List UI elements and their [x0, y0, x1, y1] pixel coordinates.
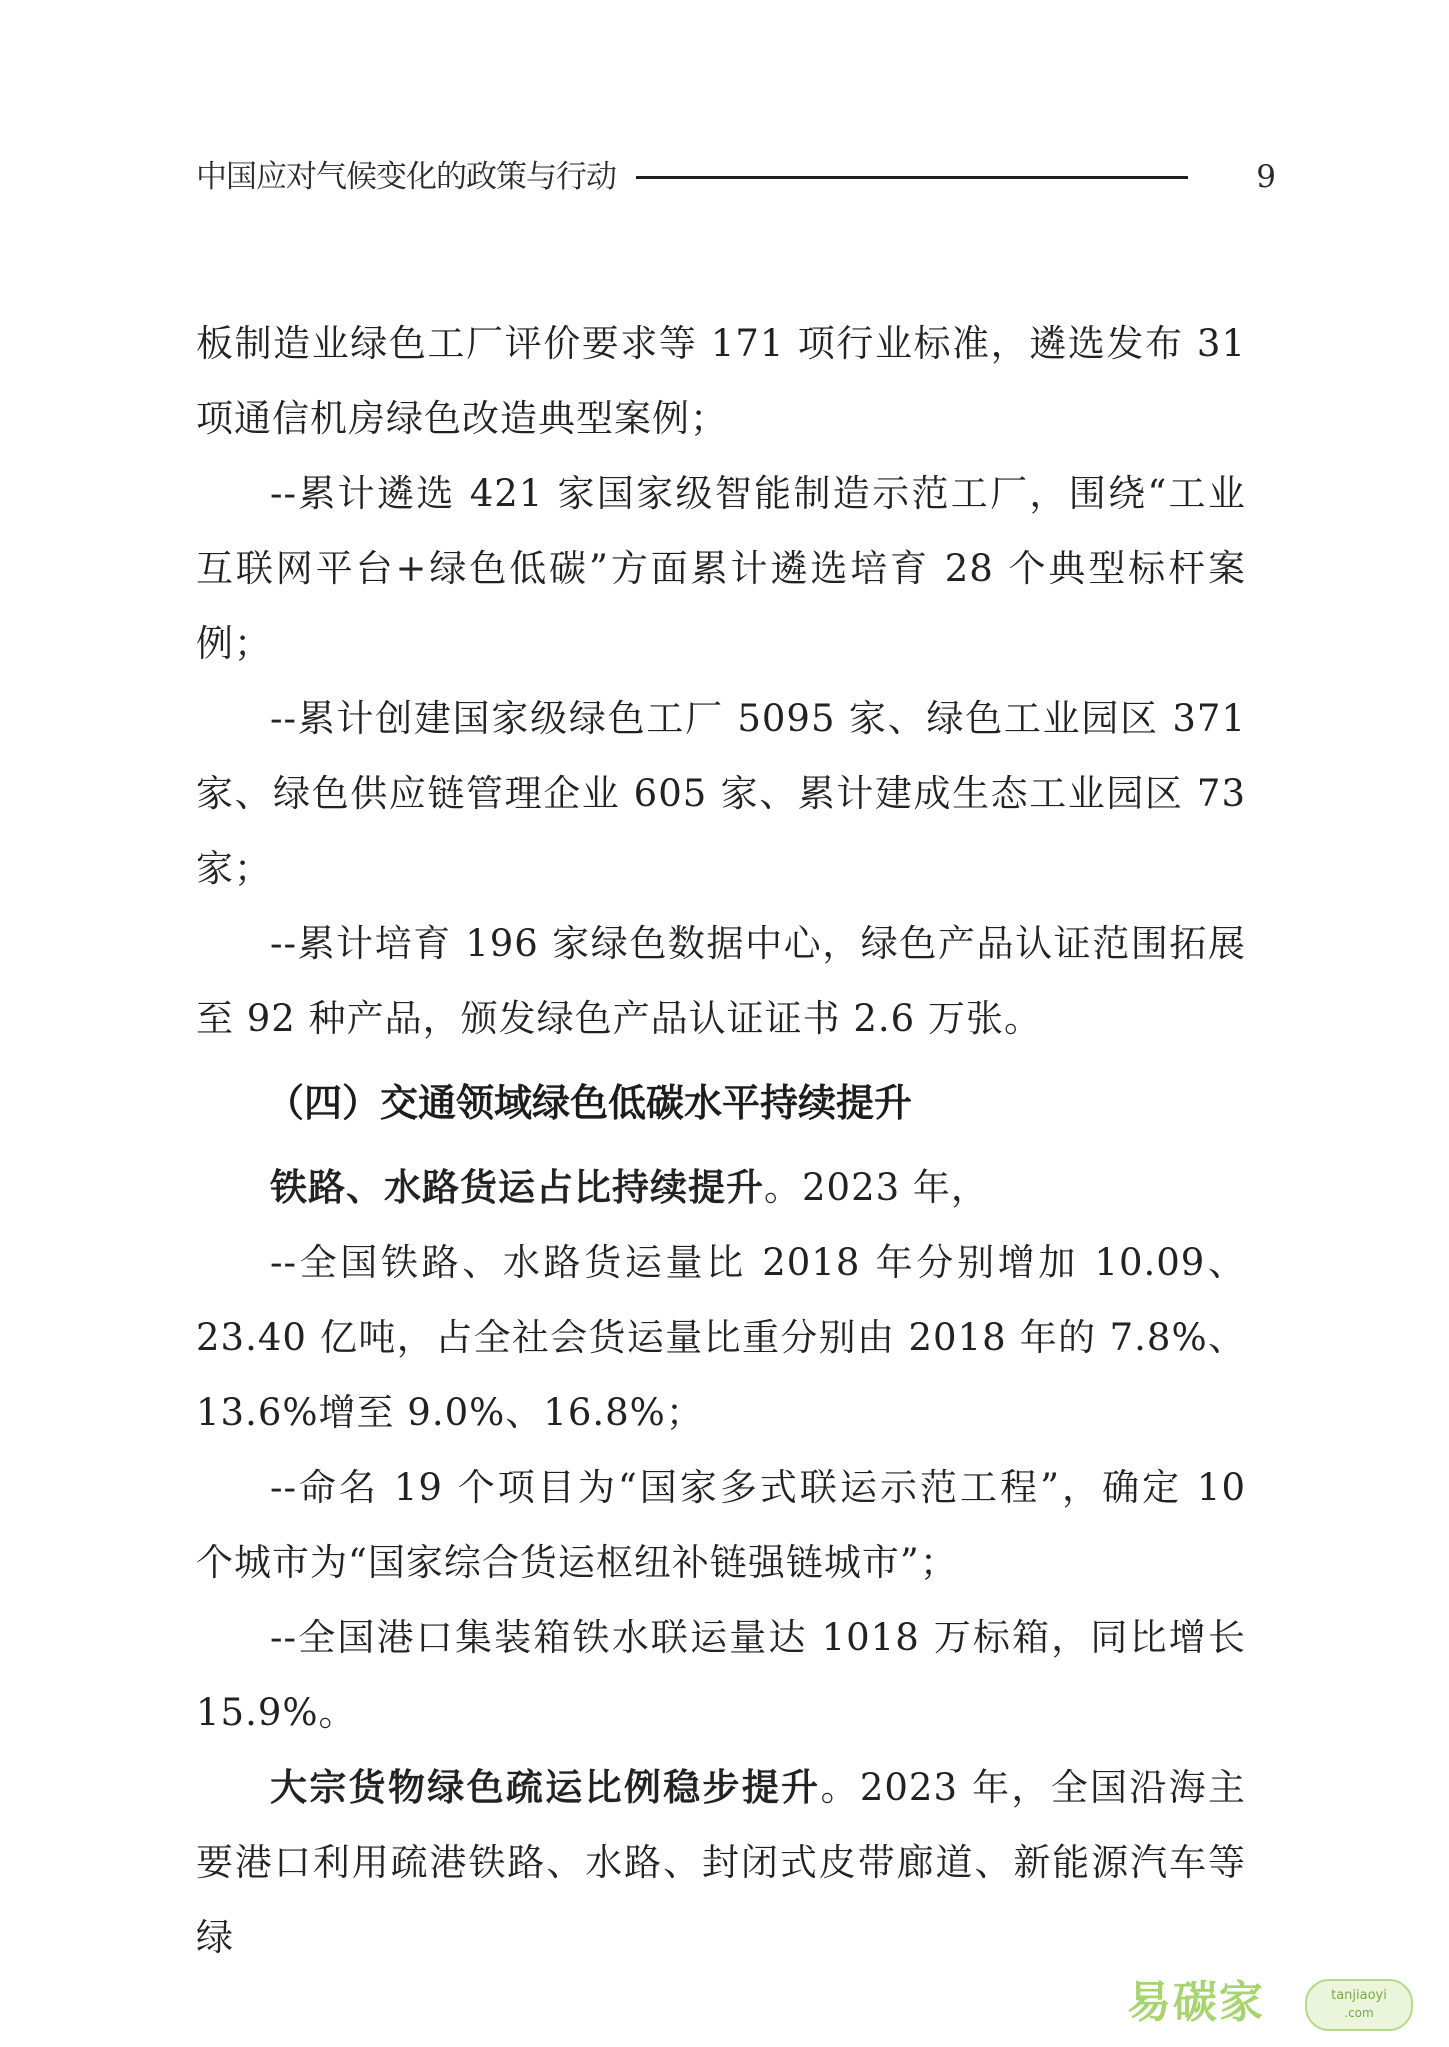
- page-number: 9: [1256, 159, 1276, 195]
- watermark-brand: 易碳家: [1127, 1977, 1265, 2028]
- paragraph-bullet: --全国铁路、水路货运量比 2018 年分别增加 10.09、23.40 亿吨，占全社会货运量比重分别由 2018 年的 7.8%、13.6%增至 9.0%、16.8%；: [196, 1241, 1246, 1434]
- watermark-tld: .com: [1344, 2006, 1374, 2020]
- paragraph-lead-text: 。2023 年，: [764, 1166, 989, 1209]
- document-body: [196, 306, 1246, 1975]
- paragraph-bullet: --命名 19 个项目为“国家多式联运示范工程”，确定 10 个城市为“国家综合货运枢纽补链强链城市”；: [196, 1466, 1246, 1584]
- paragraph-continued: 板制造业绿色工厂评价要求等 171 项行业标准，遴选发布 31 项通信机房绿色改造典型案例；: [196, 322, 1246, 440]
- paragraph-lead-bold: 大宗货物绿色疏运比例稳步提升: [270, 1766, 821, 1809]
- paragraph-bullet: --累计创建国家级绿色工厂 5095 家、绿色工业园区 371 家、绿色供应链管理企业 605 家、累计建成生态工业园区 73 家；: [196, 697, 1246, 890]
- paragraph-bullet: --累计遴选 421 家国家级智能制造示范工厂，围绕“工业互联网平台+绿色低碳”方面累计遴选培育 28 个典型标杆案例；: [196, 472, 1246, 665]
- page-header: [196, 155, 1276, 199]
- paragraph-bullet: --全国港口集装箱铁水联运量达 1018 万标箱，同比增长 15.9%。: [196, 1616, 1246, 1734]
- paragraph-bullet: --累计培育 196 家绿色数据中心，绿色产品认证范围拓展至 92 种产品，颁发绿色产品认证证书 2.6 万张。: [196, 922, 1246, 1040]
- header-rule-divider: [636, 176, 1188, 179]
- running-header-title: 中国应对气候变化的政策与行动: [196, 159, 616, 195]
- watermark-domain: tanjiaoyi: [1331, 1988, 1387, 2003]
- paragraph-lead-text: 。2023 年，全国沿海主要港口利用疏港铁路、水路、封闭式皮带廊道、新能源汽车等绿: [196, 1766, 1246, 1959]
- section-heading: （四）交通领域绿色低碳水平持续提升: [266, 1081, 913, 1125]
- watermark-badge: [1305, 1979, 1413, 2031]
- paragraph-lead: [196, 1150, 1246, 1225]
- paragraph-lead: [196, 1750, 1246, 1975]
- paragraph-lead-bold: 铁路、水路货运占比持续提升: [270, 1166, 764, 1209]
- watermark-logo: [1127, 1973, 1427, 2033]
